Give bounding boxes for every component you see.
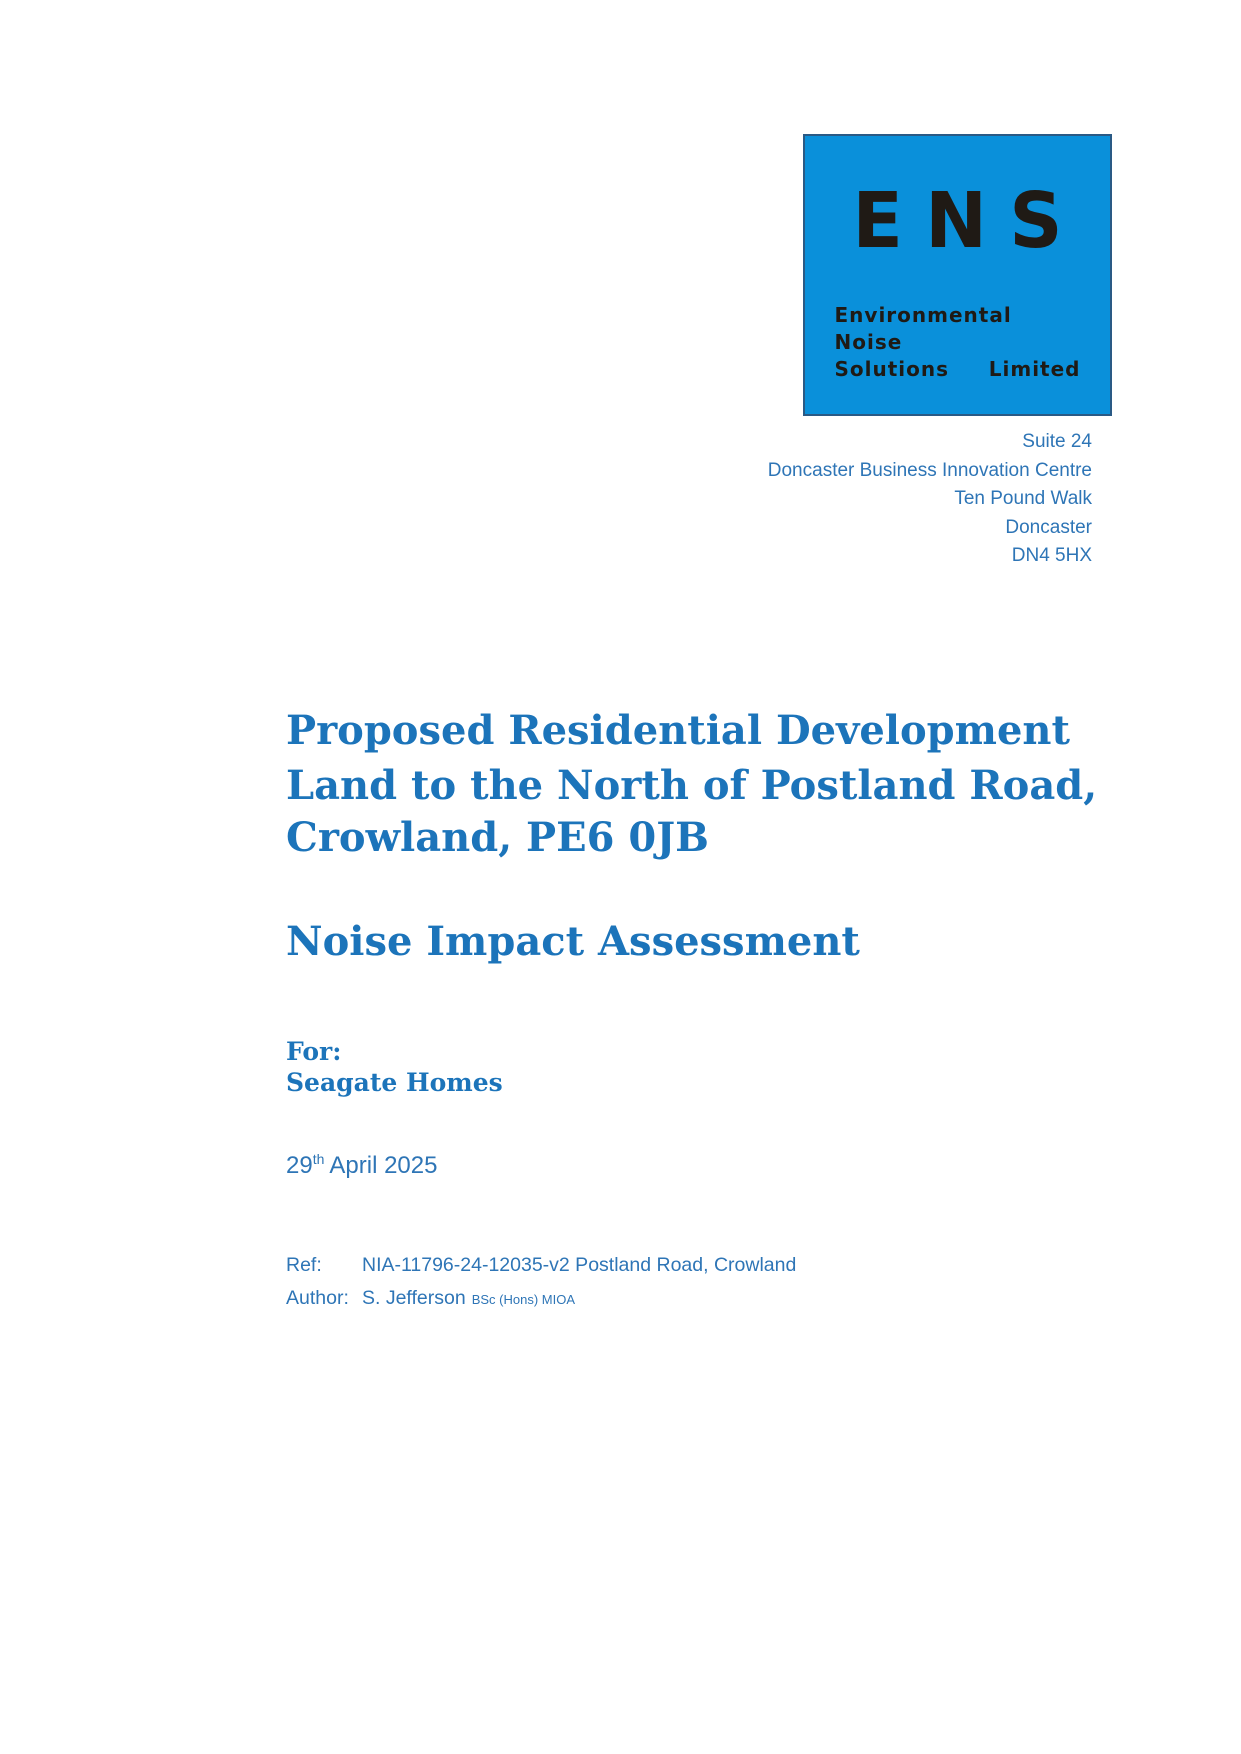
client-label: For: xyxy=(286,1037,342,1066)
author-row xyxy=(286,1287,796,1310)
address-line-city: Doncaster xyxy=(1005,516,1092,538)
title-line-1: Proposed Residential Development xyxy=(286,707,1070,754)
reference-row xyxy=(286,1254,796,1277)
logo-acronym-text: ENS xyxy=(852,176,1085,266)
date-month-year: April 2025 xyxy=(329,1152,438,1179)
title-line-2: Land to the North of Postland Road, xyxy=(286,762,1098,809)
client-block xyxy=(286,1036,503,1098)
document-subtitle: Noise Impact Assessment xyxy=(286,918,860,965)
author-name: S. Jefferson xyxy=(362,1287,466,1309)
report-date xyxy=(286,1152,437,1180)
company-address xyxy=(768,428,1092,571)
date-ordinal-suffix: th xyxy=(312,1151,325,1167)
date-day: 29 xyxy=(286,1152,313,1179)
document-title xyxy=(286,705,1097,864)
document-meta xyxy=(286,1254,796,1320)
client-name: Seagate Homes xyxy=(286,1068,503,1097)
address-line-building: Doncaster Business Innovation Centre xyxy=(767,459,1092,481)
address-line-suite: Suite 24 xyxy=(1022,431,1092,452)
reference-value: NIA-11796-24-12035-v2 Postland Road, Crowland xyxy=(362,1254,797,1276)
company-logo xyxy=(803,134,1112,416)
logo-subtitle xyxy=(835,302,1081,383)
address-line-postcode: DN4 5HX xyxy=(1011,545,1092,566)
reference-label: Ref: xyxy=(286,1254,322,1276)
title-line-3: Crowland, PE6 0JB xyxy=(286,814,709,861)
author-credentials: BSc (Hons) MIOA xyxy=(471,1292,575,1307)
logo-subtitle-line-2: Solutions Limited xyxy=(834,357,1081,381)
logo-subtitle-line-1: Environmental Noise xyxy=(834,303,1012,354)
author-label: Author: xyxy=(286,1287,349,1309)
address-line-street: Ten Pound Walk xyxy=(954,488,1092,509)
